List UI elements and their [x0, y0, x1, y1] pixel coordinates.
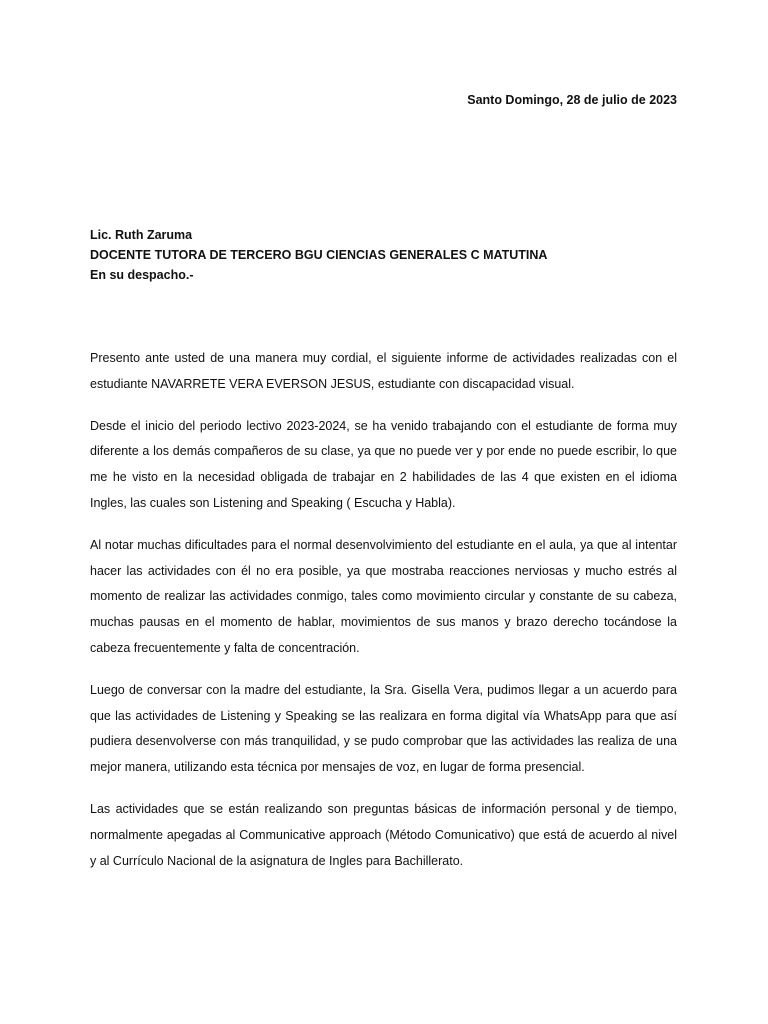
recipient-block	[90, 225, 690, 285]
recipient-name: Lic. Ruth Zaruma	[90, 228, 193, 242]
body-paragraph: Desde el inicio del periodo lectivo 2023-2024, se ha venido trabajando con el estudiante de forma muy diferente a los demás compañeros de su clase, ya que no puede ver y por ende no puede escribir, lo que me he visto en la necesidad obligada de trabajar en 2 habilidades de las 4 que existen en el idioma Ingles, las cuales son Listening and Speaking ( Escucha y Habla).	[90, 418, 677, 510]
body-paragraph: Presento ante usted de una manera muy cordial, el siguiente informe de actividades realizadas con el estudiante NAVARRETE VERA EVERSON JESUS, estudiante con discapacidad visual.	[90, 351, 677, 391]
letter-body	[90, 346, 677, 890]
body-paragraph: Las actividades que se están realizando son preguntas básicas de información personal y de tiempo, normalmente apegadas al Communicative approach (Método Comunicativo) que está de acuerdo al nivel y al Currículo Nacional de la asignatura de Ingles para Bachillerato.	[90, 801, 677, 868]
recipient-closing: En su despacho.-	[90, 268, 194, 282]
body-paragraph: Al notar muchas dificultades para el normal desenvolvimiento del estudiante en el aula, ya que al intentar hacer las actividades con él no era posible, ya que mostraba reacciones nerviosas y mucho estrés al momento de realizar las actividades conmigo, tales como movimiento circular y constante de su cabeza, muchas pausas en el momento de hablar, movimientos de sus manos y brazo derecho tocándose la cabeza frecuentemente y falta de concentración.	[90, 537, 677, 655]
recipient-position: DOCENTE TUTORA DE TERCERO BGU CIENCIAS GENERALES C MATUTINA	[90, 248, 548, 262]
body-paragraph: Luego de conversar con la madre del estudiante, la Sra. Gisella Vera, pudimos llegar a un acuerdo para que las actividades de Listening y Speaking se las realizara en forma digital vía WhatsApp para que así pudiera desenvolverse con más tranquilidad, y se pudo comprobar que las actividades las realiza de una mejor manera, utilizando esta técnica por mensajes de voz, en lugar de forma presencial.	[90, 682, 677, 775]
date-line: Santo Domingo, 28 de julio de 2023	[467, 93, 677, 107]
